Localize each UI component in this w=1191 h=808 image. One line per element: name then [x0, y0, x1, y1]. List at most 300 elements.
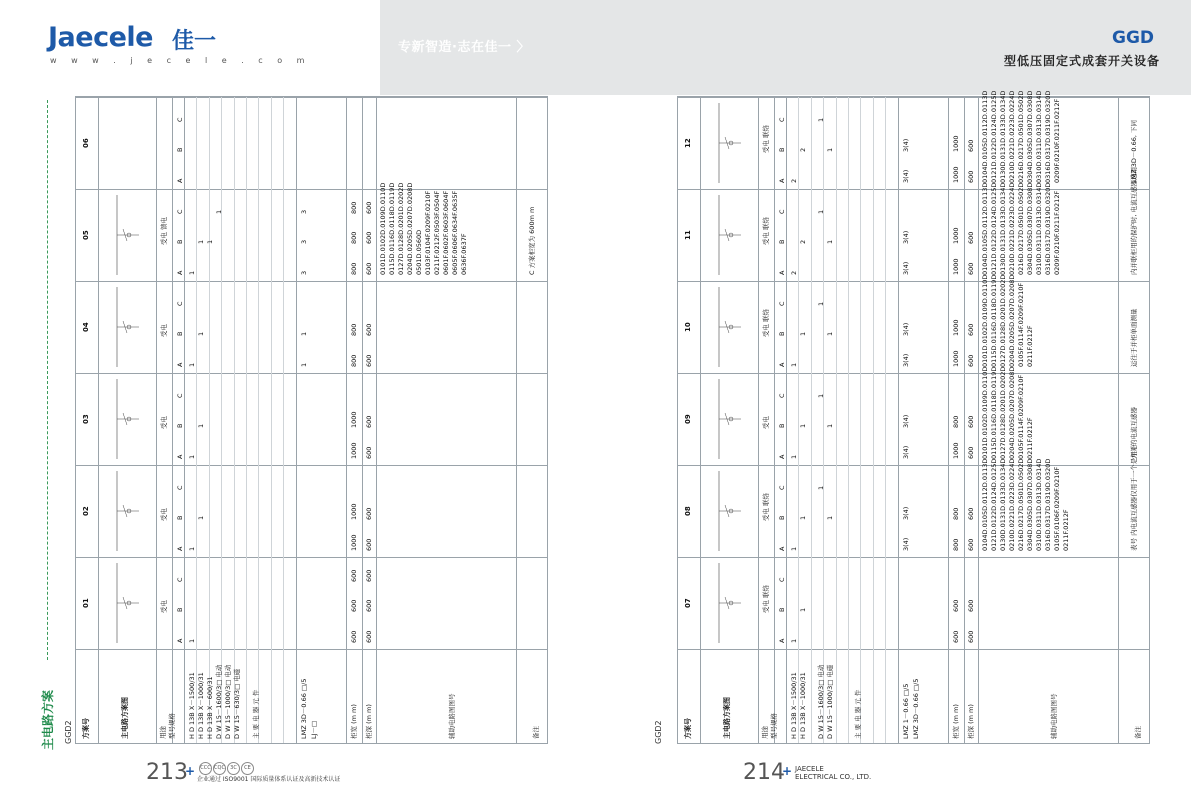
comp2-qty: 1 — [799, 332, 807, 337]
sub-row-line — [234, 97, 235, 743]
phase-label: A — [778, 546, 786, 551]
aux-circuit-code: 0103F.0104F.0209F.0210F — [424, 190, 432, 275]
aux-circuit-code: 0304D.0305D.0307D.0308D — [1026, 182, 1034, 275]
scheme-number: 07 — [684, 598, 692, 608]
sub-row-line — [221, 97, 222, 743]
label-comp4: D W 15－1600/3□ 电动 — [215, 664, 223, 739]
phase-label: B — [778, 423, 786, 429]
phase-label: A — [176, 546, 184, 551]
phase-label: C — [176, 301, 184, 306]
row-line — [172, 97, 173, 743]
aux-circuit-code: 0211F.0212F — [1062, 509, 1070, 551]
column-line — [678, 649, 1149, 650]
label-width: 柜宽 (m m) — [952, 704, 960, 739]
lmz-qty: 3(4) — [902, 353, 910, 367]
aux-circuit-code: 0121D.0122D.0124D.0125D — [990, 90, 998, 183]
remark-text: C 方案柜宽为 600m m — [528, 206, 536, 275]
depth-value: 600 — [365, 262, 373, 275]
depth-value: 600 — [365, 201, 373, 214]
comp5-qty: 1 — [826, 240, 834, 245]
circuit-diagram — [701, 467, 757, 555]
sub-row-line — [209, 97, 210, 743]
depth-value: 600 — [967, 599, 975, 613]
sub-row-line — [836, 97, 837, 743]
lmz-qty: 3(4) — [902, 322, 910, 337]
lmz-qty: 3(4) — [902, 414, 910, 429]
aux-circuit-code: 0204D.0205D.0207D.0208D — [1008, 274, 1016, 367]
label-model: 型号规格 — [770, 713, 778, 739]
phase-label: B — [778, 147, 786, 153]
lmz-qty: 1 — [300, 362, 308, 367]
phase-label: A — [778, 638, 786, 643]
lmz-qty: 1 — [300, 332, 308, 337]
phase-label: B — [176, 239, 184, 245]
left-scheme-table — [75, 96, 548, 744]
comp1-qty: 1 — [790, 638, 798, 643]
comp2-qty: 2 — [799, 240, 807, 245]
row-line — [376, 97, 377, 743]
label-comp5: D W 15－1000/3□ 电动 — [224, 664, 232, 739]
aux-circuit-code: 0204D.0205D.0207D.0208D — [406, 182, 414, 275]
circuit-diagram — [99, 283, 155, 371]
depth-value: 600 — [967, 630, 975, 643]
width-value: 1000 — [350, 411, 358, 429]
phase-label: B — [176, 515, 184, 521]
circuit-diagram — [701, 375, 757, 463]
scheme-number: 02 — [82, 506, 90, 516]
circuit-diagram — [701, 191, 757, 279]
comp5-qty: 1 — [826, 516, 834, 521]
comp1-qty: 1 — [188, 546, 196, 551]
aux-circuit-code: 0316D.0317D.0319D.0320D — [1044, 90, 1052, 183]
depth-value: 600 — [365, 630, 373, 643]
sub-row-line — [283, 97, 284, 743]
depth-value: 600 — [967, 262, 975, 275]
aux-circuit-code: 0115D.0116D.0118D.0119D — [990, 366, 998, 459]
aux-circuit-code: 0101D.0102D.0109D.0110D — [981, 274, 989, 367]
width-value: 600 — [350, 569, 358, 582]
3c-cert-icon: 3C — [227, 762, 240, 775]
aux-circuit-code: 0211F.0212F — [1026, 417, 1034, 459]
phase-label: C — [176, 393, 184, 398]
label-lmz: LMZ 3D－0.66 □/5 — [300, 678, 308, 739]
phase-label: A — [176, 362, 184, 367]
usage-text: 受电 联络 — [762, 216, 770, 245]
aux-circuit-code: 0121D.0122D.0124D.0125D — [990, 182, 998, 275]
label-scheme-no: 方案号 — [684, 718, 692, 739]
row-line — [774, 97, 775, 743]
aux-circuit-code: 0127D.0128D.0201D.0202D — [999, 366, 1007, 459]
phase-label: A — [176, 638, 184, 643]
phase-label: C — [778, 393, 786, 398]
depth-value: 600 — [365, 599, 373, 613]
comp4-qty: 1 — [817, 393, 825, 398]
comp2-qty: 1 — [197, 516, 205, 521]
label-comp1: H D 13B X－1500/31 — [188, 672, 196, 739]
phase-label: A — [778, 362, 786, 367]
plus-icon: + — [782, 764, 793, 778]
lmz-qty: 3(4) — [902, 230, 910, 245]
certification-text: 企业通过 ISO9001 国际质量体系认证及高新技术认证 — [197, 776, 341, 783]
section-code-right: GGD2 — [654, 720, 663, 744]
width-value: 1000 — [952, 258, 960, 275]
row-line — [1118, 97, 1119, 743]
depth-value: 600 — [365, 446, 373, 459]
scheme-number: 12 — [684, 138, 692, 148]
aux-circuit-code: 0316D.0317D.0319D.0320D — [1044, 182, 1052, 275]
lmz-qty: 3(4) — [902, 537, 910, 551]
sub-row-line — [885, 97, 886, 743]
aux-circuit-code: 0210D.0221D.0223D.0224D — [1008, 90, 1016, 183]
comp2-qty: 1 — [197, 332, 205, 337]
lmz-qty: 3 — [300, 240, 308, 245]
width-value: 1000 — [952, 350, 960, 367]
aux-circuit-code: 0211F.0212F — [1026, 325, 1034, 367]
depth-value: 600 — [967, 170, 975, 183]
column-line — [76, 281, 547, 282]
label-scheme-no: 方案号 — [82, 718, 90, 739]
label-lj: LMZ 3D－0.66 □/5 — [912, 678, 920, 739]
logo: Jaecele — [48, 22, 153, 53]
depth-value: 600 — [365, 231, 373, 245]
circuit-diagram — [99, 467, 155, 555]
product-code: GGD — [1112, 28, 1155, 48]
circuit-diagram — [701, 283, 757, 371]
product-name: 型低压固定式成套开关设备 — [1004, 54, 1161, 68]
width-value: 800 — [350, 354, 358, 367]
logo-cn: 佳一 — [172, 29, 217, 54]
label-aux: 辅助电路图图号 — [1050, 693, 1058, 739]
aux-circuit-code: 0216D.0217D.0501D.0502D — [1017, 90, 1025, 183]
circuit-diagram — [701, 99, 757, 187]
phase-label: C — [176, 209, 184, 214]
aux-circuit-code: 0115D.0116D.0118D.0119D — [990, 274, 998, 367]
plus-icon: + — [185, 764, 196, 778]
comp2-qty: 1 — [799, 424, 807, 429]
circuit-diagram — [99, 375, 155, 463]
label-diagram: 主电路方案图 — [723, 697, 731, 739]
page-number-left: 213 — [146, 760, 188, 785]
scheme-number: 05 — [82, 230, 90, 240]
depth-value: 600 — [967, 507, 975, 521]
phase-label: B — [176, 331, 184, 337]
phase-label: C — [176, 485, 184, 490]
label-main-components: 主 要 电 器 元 件 — [252, 689, 260, 739]
right-scheme-table — [677, 90, 1150, 744]
comp5-qty: 1 — [826, 148, 834, 153]
label-comp2: H D 13B X－1000/31 — [197, 672, 205, 739]
row-line — [948, 97, 949, 743]
label-comp3: H D 13B X－600/31 — [206, 676, 214, 739]
scheme-number: 11 — [684, 230, 692, 240]
width-value: 600 — [952, 599, 960, 613]
chevron-right-icon: 〉 — [516, 40, 530, 55]
phase-label: B — [778, 607, 786, 613]
label-remark: 备注 — [1134, 726, 1142, 739]
comp2-qty: 1 — [799, 516, 807, 521]
aux-circuit-code: 0101D.0102D.0109D.0110D — [981, 366, 989, 459]
remark-text: 运往于并柜单面测量 — [1130, 308, 1138, 367]
width-value: 800 — [350, 201, 358, 214]
row-line — [156, 97, 157, 743]
sub-row-line — [246, 97, 247, 743]
column-line — [678, 281, 1149, 282]
section-code-left: GGD2 — [64, 720, 73, 744]
depth-value: 600 — [967, 538, 975, 551]
lmz-qty: 3 — [300, 209, 308, 214]
phase-label: C — [778, 301, 786, 306]
aux-circuit-code: 0127D.0128D.0201D.0202D — [999, 274, 1007, 367]
comp1-qty: 1 — [790, 362, 798, 367]
comp1-qty: 1 — [790, 546, 798, 551]
column-line — [76, 97, 547, 98]
phase-label: C — [778, 577, 786, 582]
row-line — [362, 97, 363, 743]
label-width: 柜宽 (m m) — [350, 704, 358, 739]
width-value: 800 — [350, 231, 358, 245]
comp1-qty: 2 — [790, 178, 798, 183]
comp2-qty: 2 — [799, 148, 807, 153]
aux-circuit-code: 0216D.0217D.0501D.0502D — [1017, 458, 1025, 551]
label-comp4: D W 15－1600/3□ 电动 — [817, 664, 825, 739]
cqc-cert-icon: CQC — [213, 762, 226, 775]
phase-label: A — [778, 178, 786, 183]
section-title: 主电路方案 — [41, 689, 55, 750]
usage-text: 受电 — [160, 416, 168, 429]
comp1-qty: 1 — [188, 638, 196, 643]
column-line — [678, 557, 1149, 558]
label-model: 型号规格 — [168, 713, 176, 739]
label-main-components: 主 要 电 器 元 件 — [854, 689, 862, 739]
phase-label: A — [778, 454, 786, 459]
row-line — [184, 97, 185, 743]
sub-row-line — [823, 97, 824, 743]
aux-circuit-code: 0304D.0305D.0307D.0308D — [1026, 90, 1034, 183]
phase-label: C — [778, 209, 786, 214]
depth-value: 600 — [365, 507, 373, 521]
circuit-diagram — [99, 559, 155, 647]
usage-text: 受电 联络 — [762, 584, 770, 613]
phase-label: B — [176, 147, 184, 153]
phase-label: C — [176, 577, 184, 582]
width-value: 600 — [350, 599, 358, 613]
label-comp6: D W 15－630/3□ 电磁 — [233, 668, 241, 739]
phase-label: B — [778, 515, 786, 521]
comp4-qty: 1 — [817, 117, 825, 122]
row-line — [978, 97, 979, 743]
aux-circuit-code: 0204D.0205D.0207D.0208D — [1008, 366, 1016, 459]
label-usage: 用途 — [761, 726, 769, 739]
sub-row-line — [860, 97, 861, 743]
phase-label: B — [176, 607, 184, 613]
column-line — [678, 97, 1149, 98]
phase-label: A — [176, 270, 184, 275]
lmz-qty: 3(4) — [902, 138, 910, 153]
column-line — [76, 465, 547, 466]
remark-text: LMZ 3D－0.66, 下同 — [1130, 120, 1138, 183]
scheme-number: 09 — [684, 414, 692, 424]
sub-row-line — [873, 97, 874, 743]
usage-text: 受电 馈电 — [160, 216, 168, 245]
circuit-diagram — [701, 559, 757, 647]
depth-value: 600 — [967, 323, 975, 337]
aux-circuit-code: 0601F.0602F.0603F.0604F — [442, 190, 450, 275]
row-line — [898, 97, 899, 743]
depth-value: 600 — [967, 415, 975, 429]
phase-label: C — [778, 485, 786, 490]
usage-text: 受电 — [160, 324, 168, 337]
depth-value: 600 — [365, 538, 373, 551]
lmz-qty: 3(4) — [902, 169, 910, 183]
ce-cert-icon: CE — [241, 762, 254, 775]
comp3-qty: 1 — [206, 240, 214, 245]
label-lmz: LMZ 1－0.66 □/5 — [902, 683, 910, 739]
page-number-right: 214 — [743, 760, 785, 785]
depth-value: 600 — [967, 354, 975, 367]
depth-value: 600 — [967, 446, 975, 459]
width-value: 800 — [952, 538, 960, 551]
slogan: 专新智造·志在佳一 〉 — [398, 40, 530, 55]
width-value: 600 — [952, 630, 960, 643]
row-line — [346, 97, 347, 743]
sub-row-line — [196, 97, 197, 743]
depth-value: 600 — [365, 323, 373, 337]
comp4-qty: 1 — [817, 485, 825, 490]
scheme-number: 03 — [82, 414, 90, 424]
label-comp2: H D 13B X－1000/31 — [799, 672, 807, 739]
phase-label: B — [176, 423, 184, 429]
width-value: 1000 — [952, 227, 960, 245]
width-value: 800 — [350, 262, 358, 275]
website: w w w . j e c e l e . c o m — [50, 56, 311, 65]
label-comp5: D W 15－1000/3□ 电磁 — [826, 664, 834, 739]
phase-label: B — [778, 239, 786, 245]
comp2-qty: 1 — [197, 424, 205, 429]
aux-circuit-code: 0310D.0311D.0313D.0314D — [1035, 458, 1043, 551]
phase-label: A — [176, 178, 184, 183]
phase-label: A — [176, 454, 184, 459]
width-value: 1000 — [350, 503, 358, 521]
scheme-number: 01 — [82, 598, 90, 608]
lmz-qty: 3(4) — [902, 445, 910, 459]
width-value: 800 — [952, 415, 960, 429]
aux-circuit-code: 0316D.0317D.0319D.0320D — [1044, 458, 1052, 551]
width-value: 1000 — [952, 442, 960, 459]
remark-text: 方关的电流互感器 — [1130, 407, 1138, 459]
aux-circuit-code: 0304D.0305D.0307D.0308D — [1026, 458, 1034, 551]
sub-row-line — [811, 97, 812, 743]
scheme-number: 10 — [684, 322, 692, 332]
aux-circuit-code: 0104D.0105D.0112D.0113D — [981, 90, 989, 183]
depth-value: 600 — [365, 354, 373, 367]
aux-circuit-code: 0104D.0105D.0112D.0113D — [981, 458, 989, 551]
lmz-qty: 3 — [300, 270, 308, 275]
depth-value: 600 — [967, 139, 975, 153]
comp2-qty: 1 — [197, 240, 205, 245]
comp1-qty: 1 — [188, 454, 196, 459]
column-line — [76, 373, 547, 374]
aux-circuit-code: 0105F.0114F.0209F.0210F — [1017, 374, 1025, 459]
aux-circuit-code: 0216D.0217D.0501D.0502D — [1017, 182, 1025, 275]
usage-text: 受电 — [160, 600, 168, 613]
aux-circuit-code: 0130D.0131D.0133D.0134D — [999, 458, 1007, 551]
side-divider — [47, 100, 49, 660]
aux-circuit-code: 0121D.0122D.0124D.0125D — [990, 458, 998, 551]
phase-label: A — [778, 270, 786, 275]
aux-circuit-code: 0210D.0221D.0223D.0224D — [1008, 182, 1016, 275]
phase-label: B — [778, 331, 786, 337]
sub-row-line — [258, 97, 259, 743]
aux-circuit-code: 0105F.0114F.0209F.0210F — [1017, 282, 1025, 367]
header-right — [596, 0, 1191, 95]
column-line — [76, 557, 547, 558]
scheme-number: 08 — [684, 506, 692, 516]
scheme-number: 04 — [82, 322, 90, 332]
column-line — [76, 189, 547, 190]
aux-circuit-code: 0209F.0210F.0211F.0212F — [1053, 98, 1061, 183]
lmz-qty: 3(4) — [902, 261, 910, 275]
phase-label: C — [176, 117, 184, 122]
usage-text: 受电 — [762, 416, 770, 429]
width-value: 1000 — [952, 166, 960, 183]
aux-circuit-code: 0130D.0131D.0133D.0134D — [999, 182, 1007, 275]
comp1-qty: 1 — [790, 454, 798, 459]
depth-value: 600 — [967, 231, 975, 245]
label-diagram: 主电路方案图 — [121, 697, 129, 739]
sub-row-line — [848, 97, 849, 743]
comp1-qty: 2 — [790, 270, 798, 275]
aux-circuit-code: 0636F.0637F — [460, 233, 468, 275]
phase-label: C — [778, 117, 786, 122]
label-depth: 柜深 (m m) — [365, 704, 373, 739]
label-aux: 辅助电路图图号 — [448, 693, 456, 739]
aux-circuit-code: 0310D.0311D.0313D.0314D — [1035, 90, 1043, 183]
width-value: 800 — [952, 507, 960, 521]
aux-circuit-code: 0605F.0606F.0634F.0635F — [451, 190, 459, 275]
width-value: 1000 — [952, 319, 960, 337]
aux-circuit-code: 0211F.0212F.0503F.0504F — [433, 190, 441, 275]
comp4-qty: 1 — [817, 301, 825, 306]
label-depth: 柜深 (m m) — [967, 704, 975, 739]
remark-text: 表号 内电流互感器仅用于一个是用于 — [1130, 444, 1138, 551]
aux-circuit-code: 0101D.0102D.0109D.0110D — [379, 182, 387, 275]
aux-circuit-code: 0127D.0128D.0201D.0202D — [397, 182, 405, 275]
comp1-qty: 1 — [188, 270, 196, 275]
lmz-qty: 3(4) — [902, 506, 910, 521]
column-line — [76, 649, 547, 650]
aux-circuit-code: 0115D.0116D.0118D.0119D — [388, 182, 396, 275]
label-usage: 用途 — [159, 726, 167, 739]
comp2-qty: 1 — [799, 608, 807, 613]
column-line — [678, 373, 1149, 374]
circuit-diagram — [99, 191, 155, 279]
comp4-qty: 1 — [817, 209, 825, 214]
width-value: 1000 — [350, 442, 358, 459]
aux-circuit-code: 0209F.0210F.0211F.0212F — [1053, 190, 1061, 275]
row-line — [516, 97, 517, 743]
usage-text: 受电 联络 — [762, 308, 770, 337]
row-line — [786, 97, 787, 743]
usage-text: 受电 — [160, 508, 168, 521]
row-line — [964, 97, 965, 743]
comp1-qty: 1 — [188, 362, 196, 367]
column-line — [678, 465, 1149, 466]
comp5-qty: 1 — [826, 332, 834, 337]
aux-circuit-code: 0310D.0311D.0313D.0314D — [1035, 182, 1043, 275]
width-value: 1000 — [350, 534, 358, 551]
width-value: 1000 — [952, 135, 960, 153]
aux-circuit-code: 0104D.0105D.0112D.0113D — [981, 182, 989, 275]
